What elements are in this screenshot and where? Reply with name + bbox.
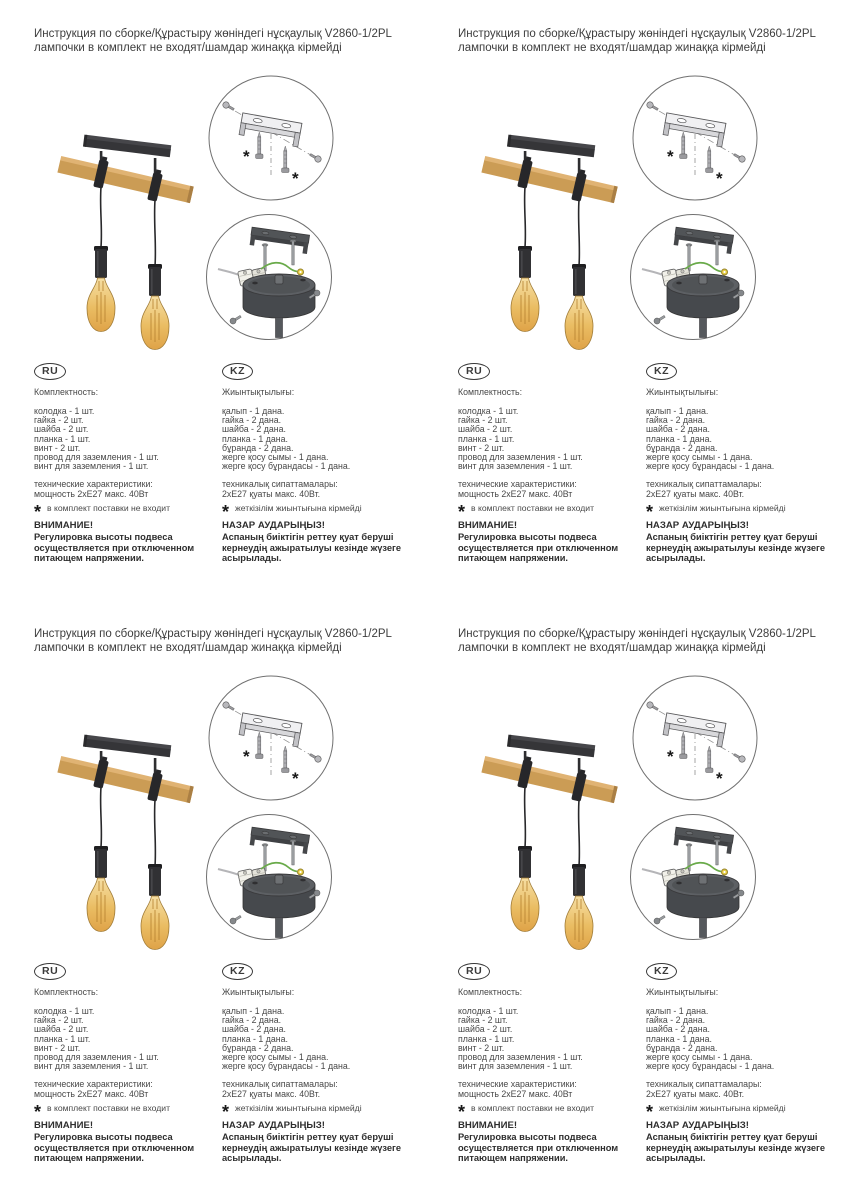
ru-section xyxy=(34,961,218,1164)
ceiling-bar xyxy=(507,135,595,158)
asterisk-icon: * xyxy=(458,502,466,523)
ru-parts-list xyxy=(34,407,218,471)
list-item: колодка - 1 шт. xyxy=(34,406,95,416)
ru-parts-list xyxy=(458,407,642,471)
socket-left xyxy=(94,846,108,878)
list-item: планка - 1 шт. xyxy=(34,433,91,444)
ru-parts-heading: Комплектность: xyxy=(458,387,523,397)
sheet-title xyxy=(34,627,392,655)
socket-right xyxy=(572,864,586,896)
ru-warning-body: Регулировка высоты подвеса осуществляется при отключенном питающем напряжении. xyxy=(458,1132,619,1164)
list-item: гайка - 2 дана. xyxy=(646,1015,706,1026)
title-line-1: Инструкция по сборке/Құрастыру жөніндегі нұсқаулық V2860-1/2PL xyxy=(458,628,816,640)
mounting-plate-detail-circle xyxy=(631,674,759,802)
kz-tech-specs xyxy=(646,479,844,499)
kz-badge: KZ xyxy=(222,963,253,980)
canopy-wiring-detail-circle xyxy=(203,213,335,345)
ru-parts-heading: Комплектность: xyxy=(458,987,523,997)
ru-tech-specs xyxy=(34,479,218,499)
kz-warning xyxy=(222,1120,420,1164)
not-included-mark-1: * xyxy=(243,147,250,166)
kz-warning-title: НАЗАР АУДАРЫҢЫЗ! xyxy=(646,520,749,532)
ru-badge: RU xyxy=(458,963,490,980)
ru-parts-heading: Комплектность: xyxy=(34,987,99,997)
list-item: бұранда - 2 дана. xyxy=(222,1042,294,1053)
ru-section xyxy=(458,961,642,1164)
socket-right xyxy=(572,264,586,296)
not-included-mark-2: * xyxy=(716,769,723,788)
pendant-lamp-illustration xyxy=(33,98,225,365)
kz-tech-heading: техникалық сипаттамалары: xyxy=(646,1079,762,1090)
ru-not-included-note xyxy=(34,1102,218,1123)
list-item: планка - 1 шт. xyxy=(34,1033,91,1044)
kz-parts-heading: Жиынтықтылығы: xyxy=(646,987,719,997)
ru-badge: RU xyxy=(34,363,66,380)
pendant-lamp-illustration xyxy=(33,698,225,965)
ru-tech-value: мощность 2хЕ27 макс. 40Вт xyxy=(458,1089,573,1100)
kz-tech-heading: техникалық сипаттамалары: xyxy=(222,1079,338,1090)
list-item: винт - 2 шт. xyxy=(34,1042,81,1053)
wood-beam xyxy=(481,156,617,203)
list-item: планка - 1 дана. xyxy=(646,1033,712,1044)
ceiling-bar xyxy=(507,735,595,758)
title-line-1: Инструкция по сборке/Құрастыру жөніндегі нұсқаулық V2860-1/2PL xyxy=(458,28,816,40)
kz-note-text: жеткізілім жиынтығына кірмейді xyxy=(235,503,362,514)
kz-warning-body: Аспаның биіктігін реттеу қуат беруші кернеудің ажыратылуы кезінде жүзеге асырылады. xyxy=(646,532,826,564)
edison-bulb-right xyxy=(565,296,593,350)
wood-beam xyxy=(481,756,617,803)
instruction-sheet xyxy=(424,0,849,600)
ru-tech-value: мощность 2хЕ27 макс. 40Вт xyxy=(34,489,149,500)
instruction-sheet xyxy=(0,600,424,1200)
edison-bulb-left xyxy=(87,878,115,932)
ru-warning xyxy=(34,520,218,564)
not-included-mark-1: * xyxy=(667,747,674,766)
ru-warning xyxy=(458,1120,642,1164)
instruction-sheet xyxy=(0,0,424,600)
canopy-stem xyxy=(700,318,707,338)
ru-tech-specs xyxy=(34,1079,218,1099)
mounting-plate-detail-circle xyxy=(207,74,335,202)
ru-section xyxy=(458,361,642,564)
kz-tech-value: 2хЕ27 қуаты макс. 40Вт. xyxy=(222,489,321,500)
canopy-stem xyxy=(700,918,707,938)
kz-warning-body: Аспаның биіктігін реттеу қуат беруші кернеудің ажыратылуы кезінде жүзеге асырылады. xyxy=(222,532,402,564)
kz-tech-value: 2хЕ27 қуаты макс. 40Вт. xyxy=(646,1089,745,1100)
canopy-stem xyxy=(276,918,283,938)
ru-parts-list xyxy=(34,1007,218,1071)
list-item: шайба - 2 шт. xyxy=(458,424,513,435)
list-item: гайка - 2 шт. xyxy=(458,1015,508,1026)
not-included-mark-2: * xyxy=(716,169,723,188)
mounting-plate-detail-circle xyxy=(207,674,335,802)
cord-left xyxy=(525,187,526,247)
ru-tech-heading: технические характеристики: xyxy=(458,1079,577,1090)
list-item: қалып - 1 дана. xyxy=(646,1006,709,1016)
canopy-icon xyxy=(667,874,739,918)
canopy-icon xyxy=(243,274,315,318)
ru-warning-body: Регулировка высоты подвеса осуществляется при отключенном питающем напряжении. xyxy=(34,1132,195,1164)
kz-warning xyxy=(646,1120,844,1164)
ru-note-text: в комплект поставки не входит xyxy=(471,503,595,514)
title-line-2: лампочки в комплект не входят/шамдар жинаққа кірмейді xyxy=(34,642,342,654)
asterisk-icon: * xyxy=(34,1102,42,1123)
kz-parts-list xyxy=(222,407,420,471)
not-included-mark-1: * xyxy=(667,147,674,166)
ceiling-bar xyxy=(83,735,171,758)
list-item: жерге қосу сымы - 1 дана. xyxy=(646,452,753,463)
ru-tech-heading: технические характеристики: xyxy=(34,479,153,490)
ceiling-bar xyxy=(83,135,171,158)
cord-right xyxy=(579,200,580,266)
kz-parts-list xyxy=(646,407,844,471)
ru-parts-list xyxy=(458,1007,642,1071)
ru-not-included-note xyxy=(458,502,642,523)
kz-badge: KZ xyxy=(222,363,253,380)
ring-terminal-hole xyxy=(723,271,725,273)
kz-note-text: жеткізілім жиынтығына кірмейді xyxy=(659,1103,786,1114)
edison-bulb-right xyxy=(141,296,169,350)
ru-badge: RU xyxy=(34,963,66,980)
asterisk-icon: * xyxy=(222,502,230,523)
cord-right xyxy=(579,800,580,866)
ru-tech-specs xyxy=(458,479,642,499)
list-item: шайба - 2 дана. xyxy=(222,1024,286,1035)
list-item: колодка - 1 шт. xyxy=(458,1006,519,1016)
socket-right xyxy=(148,864,162,896)
sheet-title xyxy=(458,27,816,55)
edison-bulb-right xyxy=(141,896,169,950)
list-item: бұранда - 2 дана. xyxy=(222,442,294,453)
ru-warning xyxy=(458,520,642,564)
kz-tech-value: 2хЕ27 қуаты макс. 40Вт. xyxy=(222,1089,321,1100)
list-item: гайка - 2 дана. xyxy=(222,1015,282,1026)
edison-bulb-right xyxy=(565,896,593,950)
list-item: қалып - 1 дана. xyxy=(222,1006,285,1016)
list-item: винт для заземления - 1 шт. xyxy=(34,461,149,472)
cord-left xyxy=(525,787,526,847)
list-item: гайка - 2 шт. xyxy=(34,415,84,426)
kz-tech-value: 2хЕ27 қуаты макс. 40Вт. xyxy=(646,489,745,500)
kz-not-included-note xyxy=(646,1102,844,1123)
list-item: провод для заземления - 1 шт. xyxy=(34,1052,159,1063)
edison-bulb-left xyxy=(511,278,539,332)
ru-note-text: в комплект поставки не входит xyxy=(47,1103,171,1114)
list-item: гайка - 2 шт. xyxy=(34,1015,84,1026)
asterisk-icon: * xyxy=(646,1102,654,1123)
list-item: винт - 2 шт. xyxy=(458,442,505,453)
kz-not-included-note xyxy=(222,1102,420,1123)
list-item: қалып - 1 дана. xyxy=(222,406,285,416)
cord-left xyxy=(101,787,102,847)
socket-left xyxy=(518,846,532,878)
list-item: гайка - 2 дана. xyxy=(222,415,282,426)
kz-warning-title: НАЗАР АУДАРЫҢЫЗ! xyxy=(646,1120,749,1132)
socket-left xyxy=(94,246,108,278)
not-included-mark-1: * xyxy=(243,747,250,766)
ru-warning-title: ВНИМАНИЕ! xyxy=(34,1120,94,1132)
kz-not-included-note xyxy=(646,502,844,523)
list-item: планка - 1 дана. xyxy=(222,433,288,444)
kz-parts-heading: Жиынтықтылығы: xyxy=(646,387,719,397)
ru-warning-title: ВНИМАНИЕ! xyxy=(458,1120,518,1132)
kz-warning xyxy=(646,520,844,564)
ru-note-text: в комплект поставки не входит xyxy=(47,503,171,514)
kz-tech-heading: техникалық сипаттамалары: xyxy=(222,479,338,490)
cord-right xyxy=(155,800,156,866)
instruction-sheet xyxy=(424,600,849,1200)
ru-section xyxy=(34,361,218,564)
title-line-2: лампочки в комплект не входят/шамдар жинаққа кірмейді xyxy=(458,42,766,54)
list-item: шайба - 2 дана. xyxy=(222,424,286,435)
list-item: колодка - 1 шт. xyxy=(34,1006,95,1016)
cord-left xyxy=(101,187,102,247)
kz-tech-specs xyxy=(222,1079,420,1099)
list-item: жерге қосу бұрандасы - 1 дана. xyxy=(646,1061,775,1072)
kz-section xyxy=(646,361,844,564)
ru-warning-title: ВНИМАНИЕ! xyxy=(458,520,518,532)
kz-section xyxy=(646,961,844,1164)
ru-badge: RU xyxy=(458,363,490,380)
ru-tech-value: мощность 2хЕ27 макс. 40Вт xyxy=(34,1089,149,1100)
ru-note-text: в комплект поставки не входит xyxy=(471,1103,595,1114)
ru-parts-heading: Комплектность: xyxy=(34,387,99,397)
socket-left xyxy=(518,246,532,278)
ring-terminal-hole xyxy=(299,271,301,273)
ru-tech-specs xyxy=(458,1079,642,1099)
title-line-1: Инструкция по сборке/Құрастыру жөніндегі нұсқаулық V2860-1/2PL xyxy=(34,628,392,640)
kz-parts-list xyxy=(222,1007,420,1071)
list-item: жерге қосу бұрандасы - 1 дана. xyxy=(222,1061,351,1072)
ru-tech-heading: технические характеристики: xyxy=(458,479,577,490)
list-item: планка - 1 шт. xyxy=(458,433,515,444)
asterisk-icon: * xyxy=(458,1102,466,1123)
list-item: жерге қосу сымы - 1 дана. xyxy=(222,1052,329,1063)
ru-warning-title: ВНИМАНИЕ! xyxy=(34,520,94,532)
list-item: винт - 2 шт. xyxy=(458,1042,505,1053)
kz-section xyxy=(222,361,420,564)
kz-warning-title: НАЗАР АУДАРЫҢЫЗ! xyxy=(222,520,325,532)
list-item: шайба - 2 шт. xyxy=(458,1024,513,1035)
canopy-wiring-detail-circle xyxy=(627,213,759,345)
canopy-wiring-detail-circle xyxy=(627,813,759,945)
kz-warning-body: Аспаның биіктігін реттеу қуат беруші кернеудің ажыратылуы кезінде жүзеге асырылады. xyxy=(222,1132,402,1164)
list-item: қалып - 1 дана. xyxy=(646,406,709,416)
asterisk-icon: * xyxy=(646,502,654,523)
list-item: винт для заземления - 1 шт. xyxy=(458,1061,573,1072)
kz-badge: KZ xyxy=(646,963,677,980)
asterisk-icon: * xyxy=(222,1102,230,1123)
wood-beam xyxy=(57,756,193,803)
sheet-title xyxy=(34,27,392,55)
list-item: гайка - 2 дана. xyxy=(646,415,706,426)
kz-section xyxy=(222,961,420,1164)
not-included-mark-2: * xyxy=(292,769,299,788)
list-item: винт для заземления - 1 шт. xyxy=(458,461,573,472)
list-item: винт для заземления - 1 шт. xyxy=(34,1061,149,1072)
kz-tech-specs xyxy=(646,1079,844,1099)
canopy-wiring-detail-circle xyxy=(203,813,335,945)
kz-parts-heading: Жиынтықтылығы: xyxy=(222,987,295,997)
list-item: жерге қосу сымы - 1 дана. xyxy=(646,1052,753,1063)
edison-bulb-left xyxy=(511,878,539,932)
list-item: шайба - 2 шт. xyxy=(34,424,89,435)
list-item: жерге қосу бұрандасы - 1 дана. xyxy=(646,461,775,472)
socket-right xyxy=(148,264,162,296)
canopy-icon xyxy=(667,274,739,318)
canopy-icon xyxy=(243,874,315,918)
mounting-plate-detail-circle xyxy=(631,74,759,202)
not-included-mark-2: * xyxy=(292,169,299,188)
ru-warning-body: Регулировка высоты подвеса осуществляется при отключенном питающем напряжении. xyxy=(34,532,195,564)
cord-right xyxy=(155,200,156,266)
list-item: планка - 1 шт. xyxy=(458,1033,515,1044)
kz-not-included-note xyxy=(222,502,420,523)
title-line-2: лампочки в комплект не входят/шамдар жинаққа кірмейді xyxy=(34,42,342,54)
ru-not-included-note xyxy=(458,1102,642,1123)
title-line-2: лампочки в комплект не входят/шамдар жинаққа кірмейді xyxy=(458,642,766,654)
ru-not-included-note xyxy=(34,502,218,523)
kz-note-text: жеткізілім жиынтығына кірмейді xyxy=(659,503,786,514)
list-item: бұранда - 2 дана. xyxy=(646,442,718,453)
kz-warning-body: Аспаның биіктігін реттеу қуат беруші кернеудің ажыратылуы кезінде жүзеге асырылады. xyxy=(646,1132,826,1164)
sheet-title xyxy=(458,627,816,655)
list-item: шайба - 2 шт. xyxy=(34,1024,89,1035)
kz-parts-heading: Жиынтықтылығы: xyxy=(222,387,295,397)
wood-beam xyxy=(57,156,193,203)
ru-warning-body: Регулировка высоты подвеса осуществляется при отключенном питающем напряжении. xyxy=(458,532,619,564)
pendant-lamp-illustration xyxy=(457,698,649,965)
ring-terminal-hole xyxy=(723,871,725,873)
list-item: провод для заземления - 1 шт. xyxy=(458,452,583,463)
list-item: планка - 1 дана. xyxy=(646,433,712,444)
list-item: провод для заземления - 1 шт. xyxy=(34,452,159,463)
list-item: винт - 2 шт. xyxy=(34,442,81,453)
asterisk-icon: * xyxy=(34,502,42,523)
list-item: провод для заземления - 1 шт. xyxy=(458,1052,583,1063)
kz-badge: KZ xyxy=(646,363,677,380)
kz-parts-list xyxy=(646,1007,844,1071)
ru-warning xyxy=(34,1120,218,1164)
list-item: шайба - 2 дана. xyxy=(646,1024,710,1035)
pendant-lamp-illustration xyxy=(457,98,649,365)
list-item: жерге қосу сымы - 1 дана. xyxy=(222,452,329,463)
list-item: жерге қосу бұрандасы - 1 дана. xyxy=(222,461,351,472)
edison-bulb-left xyxy=(87,278,115,332)
list-item: гайка - 2 шт. xyxy=(458,415,508,426)
list-item: бұранда - 2 дана. xyxy=(646,1042,718,1053)
ru-tech-heading: технические характеристики: xyxy=(34,1079,153,1090)
canopy-stem xyxy=(276,318,283,338)
ring-terminal-hole xyxy=(299,871,301,873)
kz-warning-title: НАЗАР АУДАРЫҢЫЗ! xyxy=(222,1120,325,1132)
kz-warning xyxy=(222,520,420,564)
list-item: шайба - 2 дана. xyxy=(646,424,710,435)
list-item: колодка - 1 шт. xyxy=(458,406,519,416)
title-line-1: Инструкция по сборке/Құрастыру жөніндегі нұсқаулық V2860-1/2PL xyxy=(34,28,392,40)
list-item: планка - 1 дана. xyxy=(222,1033,288,1044)
ru-tech-value: мощность 2хЕ27 макс. 40Вт xyxy=(458,489,573,500)
kz-tech-heading: техникалық сипаттамалары: xyxy=(646,479,762,490)
kz-note-text: жеткізілім жиынтығына кірмейді xyxy=(235,1103,362,1114)
kz-tech-specs xyxy=(222,479,420,499)
